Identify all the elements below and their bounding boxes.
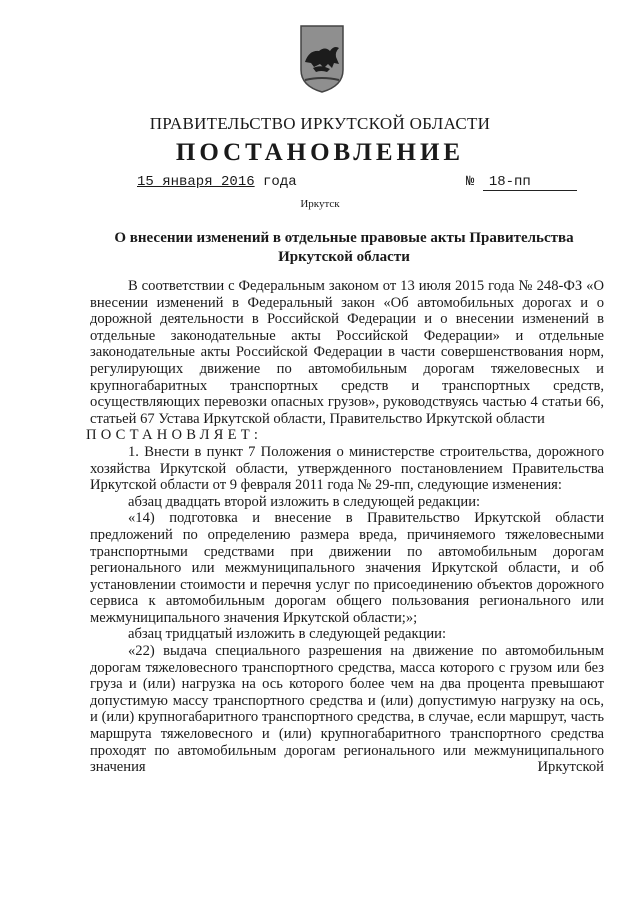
document-heading: О внесении изменений в отдельные правовые акты Правительства Иркутской области xyxy=(114,230,574,265)
coat-of-arms-icon xyxy=(299,24,345,94)
paragraph-clause-14: «14) подготовка и внесение в Правительство Иркутской области предложений по определению размера вреда, причиняемого тяжеловесными транспортными средствами при движении по автомобильным дорогам регионального или межмуниципального значения Иркутской области, и об установлении стоимости и перечня услуг по присоединению объектов дорожного сервиса к автомобильным дорогам общего пользования регионального или межмуниципального значения Иркутской области;»; xyxy=(90,510,604,626)
document-body xyxy=(86,278,604,776)
paragraph-preamble: В соответствии с Федеральным законом от 13 июля 2015 года № 248-ФЗ «О внесении изменений в Федеральный закон «Об автомобильных дорогах и о дорожной деятельности в Российской Федерации и о внесении изменений в отдельные законодательные акты Российской Федерации» и отдельные законодательные акты Российской Федерации в части совершенствования норм, регулирующих движение по автомобильным дорогам тяжеловесных и крупногабаритных транспортных средств и транспортных средств, осуществляющих перевозки опасных грузов», руководствуясь частью 4 статьи 66, статьей 67 Устава Иркутской области, Правительство Иркутской области xyxy=(90,278,604,427)
document-type-title: ПОСТАНОВЛЕНИЕ xyxy=(175,139,465,166)
number-label: № xyxy=(466,174,475,190)
paragraph-decree: ПОСТАНОВЛЯЕТ: xyxy=(86,427,263,444)
document-number xyxy=(466,174,577,191)
paragraph-item-1: 1. Внести в пункт 7 Положения о министерстве строительства, дорожного хозяйства Иркутской области, утвержденного постановлением Правительства Иркутской области от 9 февраля 2011 года № 29-пп, следующие изменения: xyxy=(90,443,604,494)
number-value: 18-пп xyxy=(483,175,577,191)
paragraph-clause-22: «22) выдача специального разрешения на движение по автомобильным дорогам тяжеловесного транспортного средства, масса которого с грузом или без груза и (или) нагрузка на ось которого более чем на два процента превышают допустимую массу транспортного средства и (или) допустимую нагрузку на ось, и (или) крупногабаритного транспортного средства, в случае, если маршрут, часть маршрута тяжеловесного и (или) крупногабаритного транспортного средства проходят по автомобильным дорогам регионального или межмуниципального значения Иркутской xyxy=(90,643,604,776)
date-value: 15 января 2016 xyxy=(137,174,255,190)
city-name: Иркутск xyxy=(300,198,340,210)
organization-name: ПРАВИТЕЛЬСТВО ИРКУТСКОЙ ОБЛАСТИ xyxy=(149,114,491,133)
document-date xyxy=(137,174,297,190)
date-suffix: года xyxy=(254,174,297,190)
paragraph-amend-22: абзац двадцать второй изложить в следующей редакции: xyxy=(128,493,481,510)
paragraph-amend-30: абзац тридцатый изложить в следующей редакции: xyxy=(128,626,447,643)
